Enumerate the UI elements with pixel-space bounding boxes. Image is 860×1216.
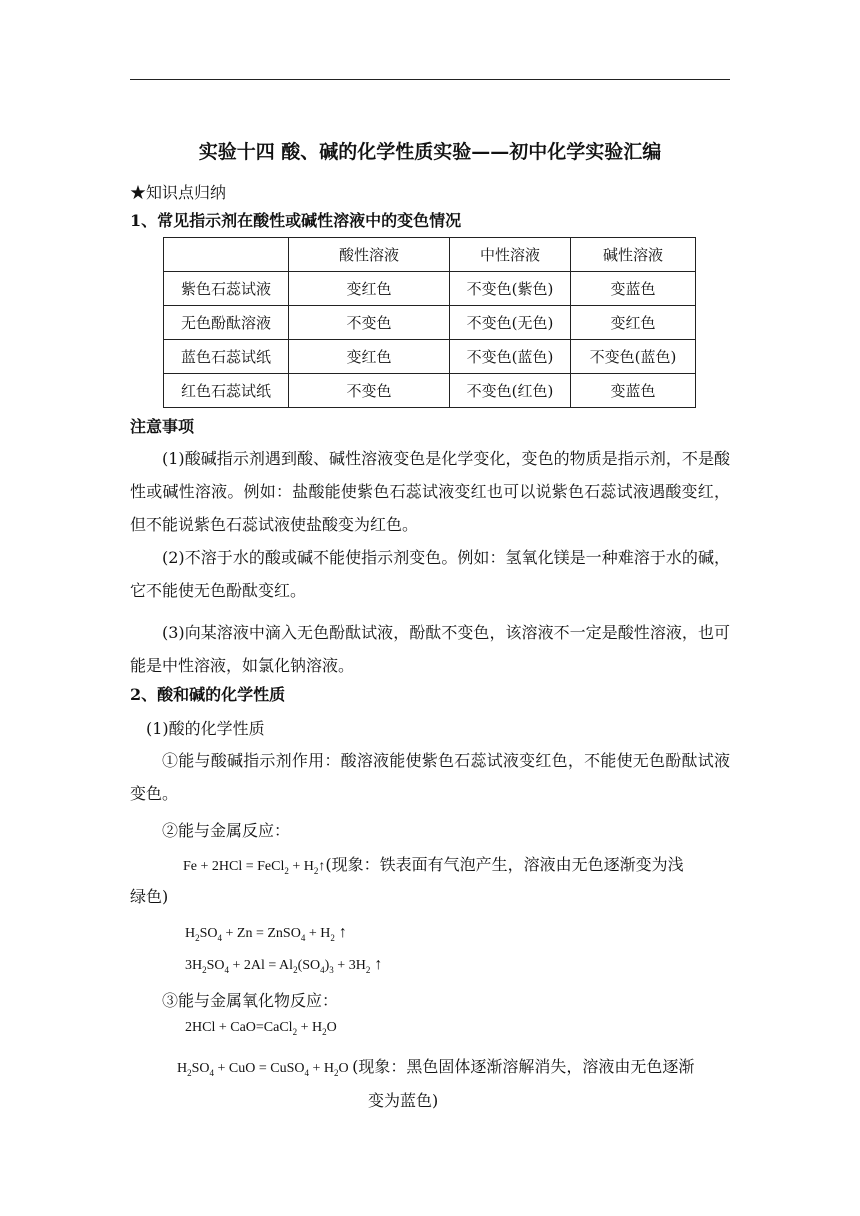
table-cell: 不变色(红色) <box>450 374 571 408</box>
section-1-heading: 1、常见指示剂在酸性或碱性溶液中的变色情况 <box>130 211 462 230</box>
indicator-table <box>163 237 696 408</box>
table-header-cell: 碱性溶液 <box>571 238 696 272</box>
acid-properties-heading: (1)酸的化学性质 <box>146 719 265 738</box>
table-header-row <box>164 238 696 272</box>
note-1: (1)酸碱指示剂遇到酸、碱性溶液变色是化学变化，变色的物质是指示剂，不是酸性或碱性溶液。例如：盐酸能使紫色石蕊试液变红也可以说紫色石蕊试液遇酸变红，但不能说紫色石蕊试液使盐酸变为红色。 <box>130 449 730 534</box>
table-cell: 变红色 <box>289 272 450 306</box>
table-cell: 无色酚酞溶液 <box>164 306 289 340</box>
table-cell: 不变色(蓝色) <box>450 340 571 374</box>
table-row <box>164 306 696 340</box>
header-rule <box>130 79 730 80</box>
table-header-cell: 中性溶液 <box>450 238 571 272</box>
note-2: (2)不溶于水的酸或碱不能使指示剂变色。例如：氢氧化镁是一种难溶于水的碱，它不能使无色酚酞变红。 <box>130 548 730 600</box>
equation-hcl-cao: 2HCl + CaO=CaCl$_2$ + $H_2O$ <box>185 1020 337 1037</box>
table-cell: 变红色 <box>289 340 450 374</box>
acid-property-1: ①能与酸碱指示剂作用：酸溶液能使紫色石蕊试液变红色，不能使无色酚酞试液变色。 <box>130 751 730 803</box>
table-cell: 红色石蕊试纸 <box>164 374 289 408</box>
table-cell: 紫色石蕊试液 <box>164 272 289 306</box>
table-cell: 不变色(紫色) <box>450 272 571 306</box>
section-2-heading: 2、酸和碱的化学性质 <box>130 685 286 704</box>
equation-h2so4-cuo: $H_2SO_4$ + CuO = CuSO$_4$ + $H_2O$ (现象：黑色固体逐渐溶解消失，溶液由无色逐渐 <box>177 1057 695 1078</box>
equation-h2so4-cuo-observation: (现象：黑色固体逐渐溶解消失，溶液由无色逐渐 <box>352 1057 695 1076</box>
table-cell <box>164 238 289 272</box>
table-row <box>164 374 696 408</box>
equation-h2so4-al: $3H_2SO_4 + 2Al = Al_2(SO_4)_3 + 3H_2$ ↑ <box>185 956 383 975</box>
acid-property-2: ②能与金属反应： <box>162 821 291 840</box>
equation-h2so4-cuo-observation-cont: 变为蓝色) <box>368 1091 439 1110</box>
equation-fe-hcl: Fe + 2HCl = FeCl$_2$ + $H_2↑$(现象：铁表面有气泡产生，溶液由无色逐渐变为浅 <box>183 855 684 876</box>
table-row <box>164 272 696 306</box>
page-title: 实验十四 酸、碱的化学性质实验——初中化学实验汇编 <box>198 141 662 163</box>
knowledge-header: ★知识点归纳 <box>130 183 227 202</box>
table-cell: 不变色 <box>289 306 450 340</box>
table-row <box>164 340 696 374</box>
table-cell: 不变色(蓝色) <box>571 340 696 374</box>
table-cell: 变蓝色 <box>571 374 696 408</box>
table-cell: 不变色(无色) <box>450 306 571 340</box>
table-header-cell: 酸性溶液 <box>289 238 450 272</box>
table-cell: 蓝色石蕊试纸 <box>164 340 289 374</box>
table-cell: 不变色 <box>289 374 450 408</box>
note-3: (3)向某溶液中滴入无色酚酞试液，酚酞不变色，该溶液不一定是酸性溶液，也可能是中性溶液，如氯化钠溶液。 <box>130 623 730 675</box>
notes-heading: 注意事项 <box>130 417 195 436</box>
equation-h2so4-zn: $H_2SO_4 + Zn$ = ZnSO$_4$ + $H_2$ ↑ <box>185 924 347 943</box>
acid-property-3: ③能与金属氧化物反应： <box>162 991 339 1010</box>
equation-fe-hcl-observation: (现象：铁表面有气泡产生，溶液由无色逐渐变为浅 <box>325 855 684 874</box>
table-cell: 变红色 <box>571 306 696 340</box>
equation-fe-hcl-observation-cont: 绿色) <box>130 887 169 906</box>
table-cell: 变蓝色 <box>571 272 696 306</box>
